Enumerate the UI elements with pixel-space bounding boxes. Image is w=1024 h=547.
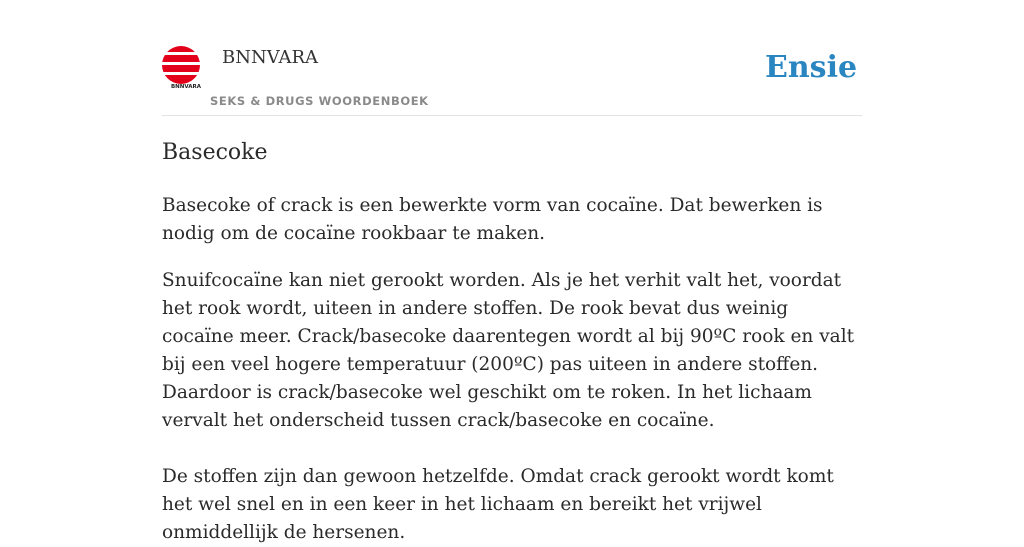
brand-name[interactable]: BNNVARA (222, 47, 319, 68)
bnnvara-logo[interactable] (162, 46, 202, 90)
dictionary-subtitle[interactable]: SEKS & DRUGS WOORDENBOEK (210, 94, 429, 108)
entry-paragraph-3: De stoffen zijn dan gewoon hetzelfde. Omdat crack gerookt wordt komt het wel snel en in een keer in het lichaam en bereikt het vrijwel onmiddellijk de hersenen. (162, 466, 834, 543)
logo-wordmark: BNNVARA (170, 84, 202, 90)
entry-title: Basecoke (162, 140, 268, 165)
entry-paragraph-1: Basecoke of crack is een bewerkte vorm van cocaïne. Dat bewerken is nodig om de cocaïne rookbaar te maken. (162, 195, 823, 244)
ensie-logo-link[interactable]: Ensie (765, 50, 858, 85)
header-divider (162, 115, 862, 116)
bnnvara-logo-icon (162, 46, 202, 90)
entry-paragraph-2: Snuifcocaïne kan niet gerookt worden. Als je het verhit valt het, voordat het rook wordt, uiteen in andere stoffen. De rook bevat dus weinig cocaïne meer. Crack/basecoke daarentegen wordt al bij 90ºC rook en valt bij een veel hogere temperatuur (200ºC) pas uiteen in andere stoffen. Daardoor is crack/basecoke wel geschikt om te roken. In het lichaam vervalt het onderscheid tussen crack/basecoke en cocaïne. (162, 270, 855, 431)
entry-content (162, 192, 862, 547)
